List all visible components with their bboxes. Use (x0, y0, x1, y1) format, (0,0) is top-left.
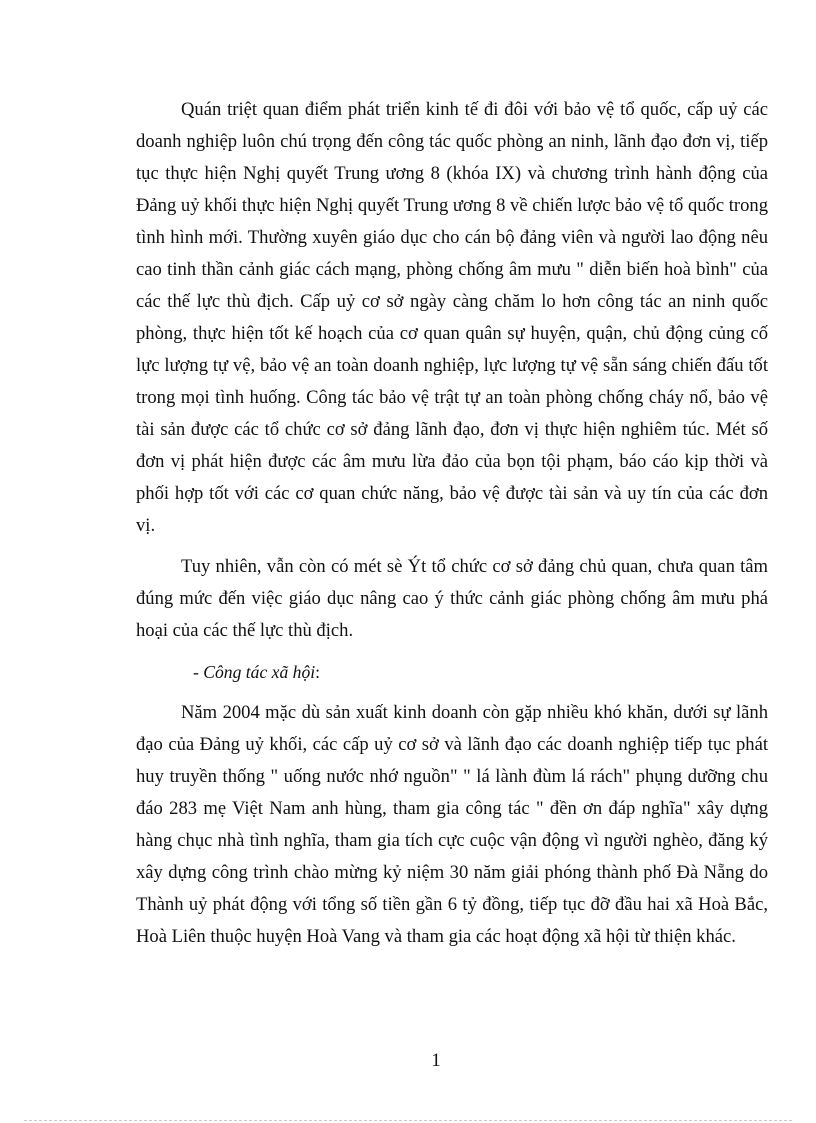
section-heading-colon: : (315, 662, 321, 682)
document-body (136, 94, 768, 962)
page-bottom-divider (24, 1120, 792, 1121)
page-number: 1 (431, 1050, 441, 1071)
section-heading-social-work (136, 656, 768, 688)
section-heading-text: - Công tác xã hội (193, 662, 316, 682)
paragraph-limitations: Tuy nhiên, vẫn còn có mét sè Ýt tổ chức cơ sở đảng chủ quan, chưa quan tâm đúng mức đến việc giáo dục nâng cao ý thức cảnh giác phòng chống âm mưu phá hoại của các thế lực thù địch. (136, 556, 768, 641)
paragraph-social-work: Năm 2004 mặc dù sản xuất kinh doanh còn gặp nhiều khó khăn, dưới sự lãnh đạo của Đảng uỷ khối, các cấp uỷ cơ sở và lãnh đạo các doanh nghiệp tiếp tục phát huy truyền thống " uống nước nhớ nguồn" " lá lành đùm lá rách" phụng dưỡng chu đáo 283 mẹ Việt Nam anh hùng, tham gia công tác " đền ơn đáp nghĩa" xây dựng hàng chục nhà tình nghĩa, tham gia tích cực cuộc vận động vì người nghèo, đăng ký xây dựng công trình chào mừng kỷ niệm 30 năm giải phóng thành phố Đà Nẵng do Thành uỷ phát động với tổng số tiền gần 6 tỷ đồng, tiếp tục đỡ đầu hai xã Hoà Bắc, Hoà Liên thuộc huyện Hoà Vang và tham gia các hoạt động xã hội từ thiện khác. (136, 702, 768, 947)
paragraph-national-defense: Quán triệt quan điểm phát triển kinh tế đi đôi với bảo vệ tổ quốc, cấp uỷ các doanh nghiệp luôn chú trọng đến công tác quốc phòng an ninh, lãnh đạo đơn vị, tiếp tục thực hiện Nghị quyết Trung ương 8 (khóa IX) và chương trình hành động của Đảng uỷ khối thực hiện Nghị quyết Trung ương 8 về chiến lược bảo vệ tổ quốc trong tình hình mới. Thường xuyên giáo dục cho cán bộ đảng viên và người lao động nêu cao tinh thần cảnh giác cách mạng, phòng chống âm mưu " diễn biến hoà bình" của các thế lực thù địch. Cấp uỷ cơ sở ngày càng chăm lo hơn công tác an ninh quốc phòng, thực hiện tốt kế hoạch của cơ quan quân sự huyện, quận, chủ động củng cố lực lượng tự vệ, bảo vệ an toàn doanh nghiệp, lực lượng tự vệ sẵn sáng chiến đấu tốt trong mọi tình huống. Công tác bảo vệ trật tự an toàn phòng chống cháy nổ, bảo vệ tài sản được các tổ chức cơ sở đảng lãnh đạo, đơn vị thực hiện nghiêm túc. Mét số đơn vị phát hiện được các âm mưu lừa đảo của bọn tội phạm, báo cáo kịp thời và phối hợp tốt với các cơ quan chức năng, bảo vệ được tài sản và uy tín của các đơn vị. (136, 99, 768, 536)
